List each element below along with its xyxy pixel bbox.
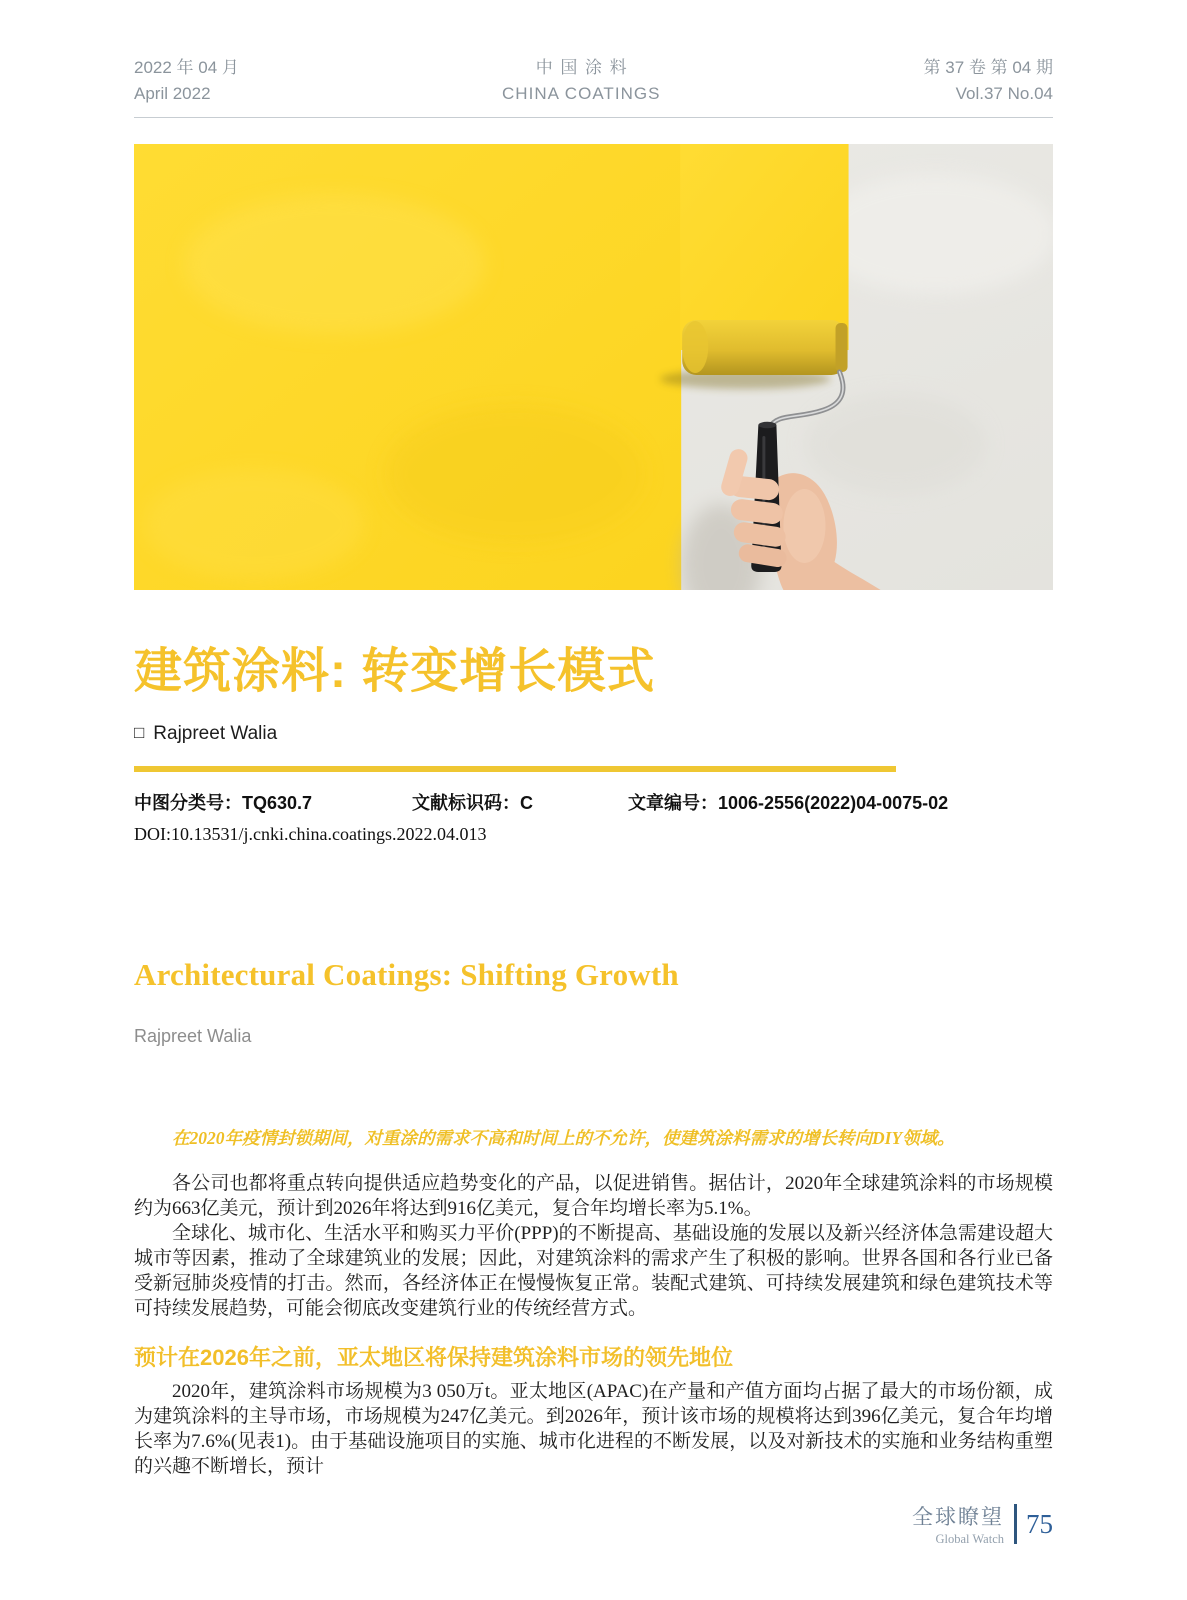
divider-rule <box>134 766 896 772</box>
paint-roller-wall-graphic <box>134 144 1053 590</box>
article-meta-row <box>134 789 1053 815</box>
header-issue-date <box>134 55 239 108</box>
footer-section-cn: 全球瞭望 <box>912 1506 1004 1529</box>
author-marker-icon: □ <box>134 723 145 743</box>
hero-image <box>134 144 1053 590</box>
footer-divider-bar <box>1014 1504 1017 1544</box>
paragraph: 全球化、城市化、生活水平和购买力平价(PPP)的不断提高、基础设施的发展以及新兴经济体急需建设超大城市等因素，推动了全球建筑业的发展；因此，对建筑涂料的需求产生了积极的影响。世界各国和各行业已备受新冠肺炎疫情的打击。然而，各经济体正在慢慢恢复正常。装配式建筑、可持续发展建筑和绿色建筑技术等可持续发展趋势，可能会彻底改变建筑行业的传统经营方式。 <box>134 1223 1053 1320</box>
paragraph: 各公司也都将重点转向提供适应趋势变化的产品，以促进销售。据估计，2020年全球建筑涂料的市场规模约为663亿美元，预计到2026年将达到916亿美元，复合年均增长率为5.1%。 <box>134 1173 1053 1220</box>
meta-clc: 中图分类号：TQ630.7 <box>134 792 313 813</box>
author-name-en: Rajpreet Walia <box>134 1025 252 1046</box>
header-volume-en: Vol.37 No.04 <box>955 84 1053 104</box>
callout-sentence: 在2020年疫情封锁期间，对重涂的需求不高和时间上的不允许，使建筑涂料需求的增长转向DIY领域。 <box>172 1127 955 1148</box>
footer-section-name <box>912 1501 1004 1547</box>
journal-title-cn: 中国涂料 <box>535 58 635 77</box>
footer-section-en: Global Watch <box>935 1532 1004 1546</box>
header-date-cn: 2022 年 04 月 <box>134 58 239 77</box>
page-footer <box>912 1501 1053 1547</box>
section-subheading: 预计在2026年之前，亚太地区将保持建筑涂料市场的领先地位 <box>134 1345 733 1371</box>
author-name: Rajpreet Walia <box>153 722 278 744</box>
author-line <box>134 723 1053 745</box>
journal-title-en: CHINA COATINGS <box>501 84 661 104</box>
meta-article-id: 文章编号：1006-2556(2022)04-0075-02 <box>628 792 949 813</box>
header-date-en: April 2022 <box>134 84 211 104</box>
page-number: 75 <box>1026 1508 1053 1539</box>
header-volume-cn: 第 37 卷 第 04 期 <box>923 58 1053 77</box>
article-title-cn: 建筑涂料: 转变增长模式 <box>134 644 656 698</box>
journal-header <box>134 0 1053 118</box>
header-volume-issue <box>924 55 1053 108</box>
paragraph: 2020年，建筑涂料市场规模为3 050万t。亚太地区(APAC)在产量和产值方面均占据了最大的市场份额，成为建筑涂料的主导市场，市场规模为247亿美元。到2026年，预计该市场的规模将达到396亿美元，复合年均增长率为7.6%(见表1)。由于基础设施项目的实施、城市化进程的不断发展，以及对新技术的实施和业务结构重塑的兴趣不断增长，预计 <box>134 1380 1053 1477</box>
meta-doi: DOI:10.13531/j.cnki.china.coatings.2022.04.013 <box>134 823 487 844</box>
article-title-en: Architectural Coatings: Shifting Growth <box>134 956 679 992</box>
meta-doc-code: 文献标识码：C <box>412 792 533 813</box>
header-journal-title <box>502 55 660 108</box>
